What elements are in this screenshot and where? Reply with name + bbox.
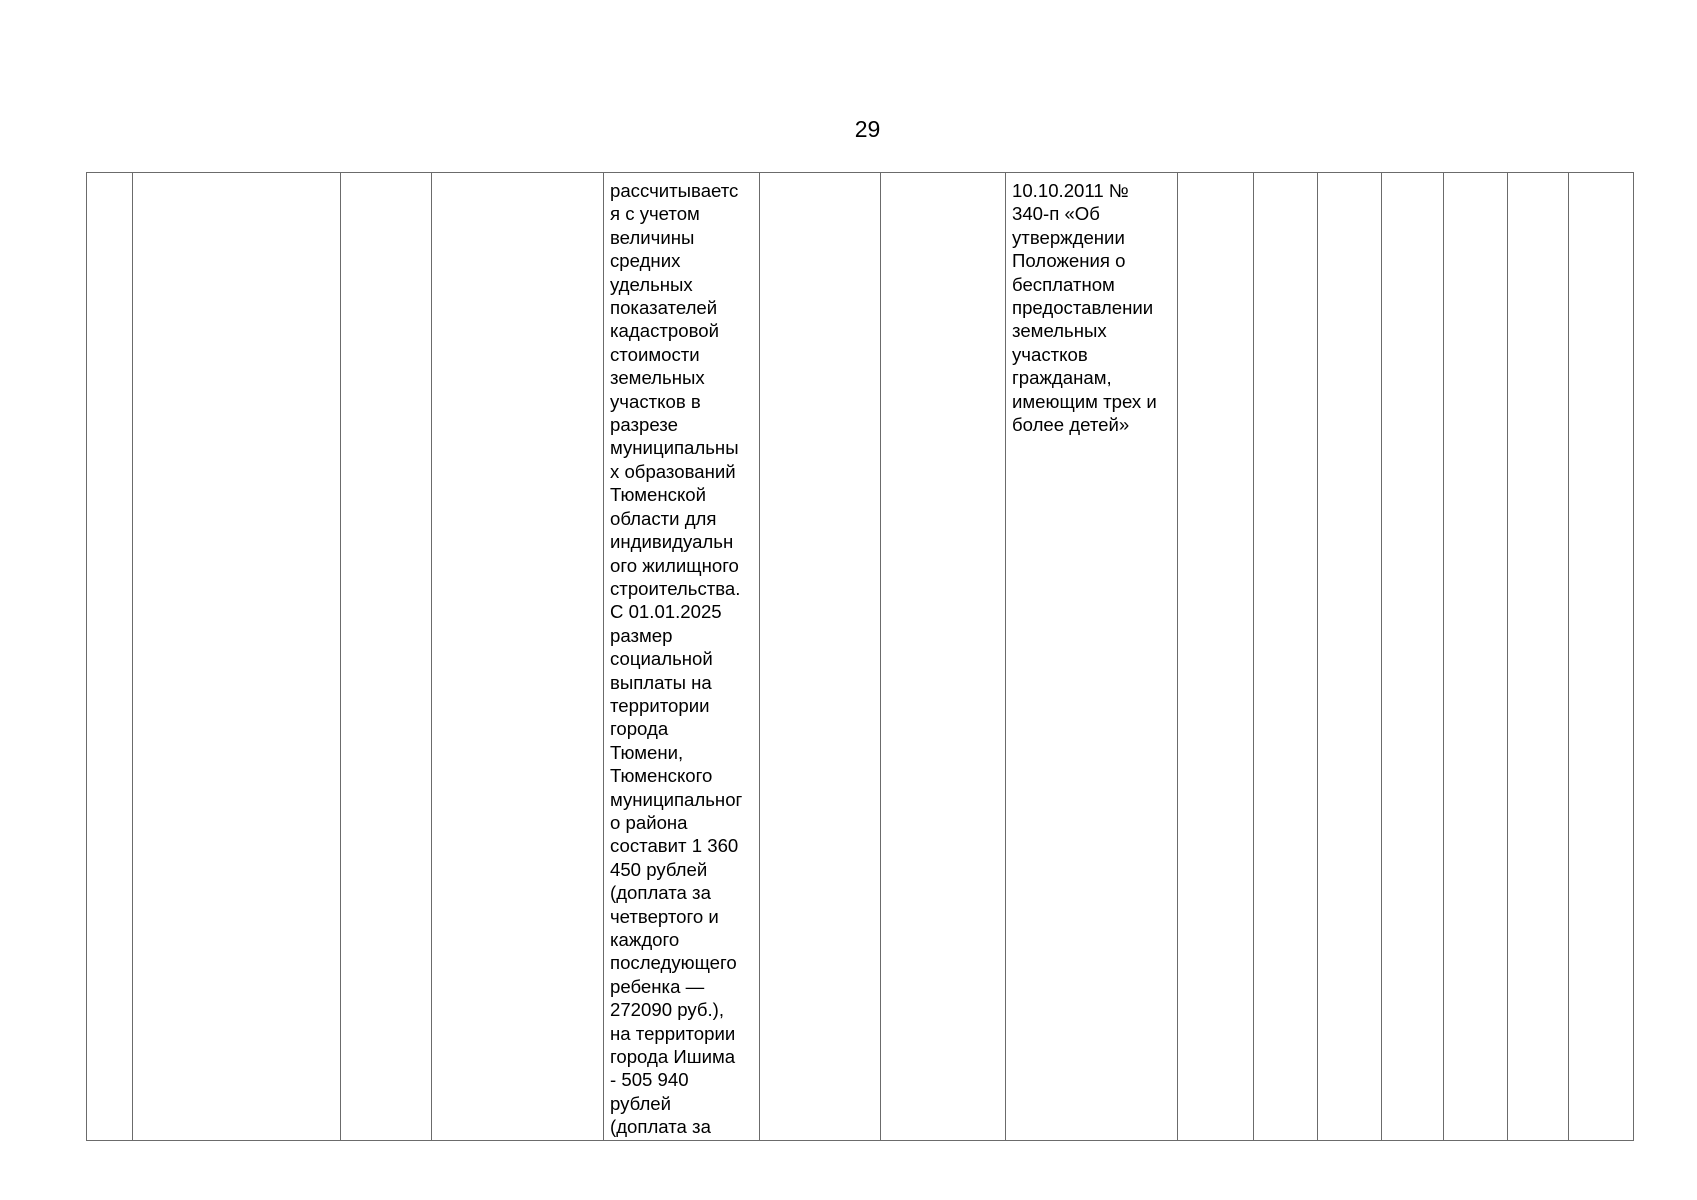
table-cell-15	[1569, 173, 1634, 1141]
table-cell-7	[881, 173, 1006, 1141]
table-cell-14	[1508, 173, 1569, 1141]
table-row	[87, 173, 1634, 1141]
table-cell-1	[87, 173, 133, 1141]
table-cell-8: 10.10.2011 № 340-п «Об утверждении Положения о бесплатном предоставлении земельных участков гражданам, имеющим трех и более детей»	[1006, 173, 1178, 1141]
table-cell-11	[1318, 173, 1382, 1141]
document-table	[86, 172, 1634, 1141]
table-cell-3	[341, 173, 432, 1141]
table-cell-4	[432, 173, 604, 1141]
table-cell-10	[1254, 173, 1318, 1141]
table-cell-12	[1382, 173, 1444, 1141]
table-cell-2	[133, 173, 341, 1141]
table-cell-6	[760, 173, 881, 1141]
table-cell-13	[1444, 173, 1508, 1141]
table-cell-5: рассчитываетс я с учетом величины средних удельных показателей кадастровой стоимости земельных участков в разрезе муниципальны х образований Тюменской области для индивидуальн ого жилищного строительства. С 01.01.2025 размер социальной выплаты на территории города Тюмени, Тюменского муниципальног о района составит 1 360 450 рублей (доплата за четвертого и каждого последующего ребенка — 272090 руб.), на территории города Ишима - 505 940 рублей (доплата за	[604, 173, 760, 1141]
table-cell-9	[1178, 173, 1254, 1141]
page-number: 29	[854, 116, 881, 142]
